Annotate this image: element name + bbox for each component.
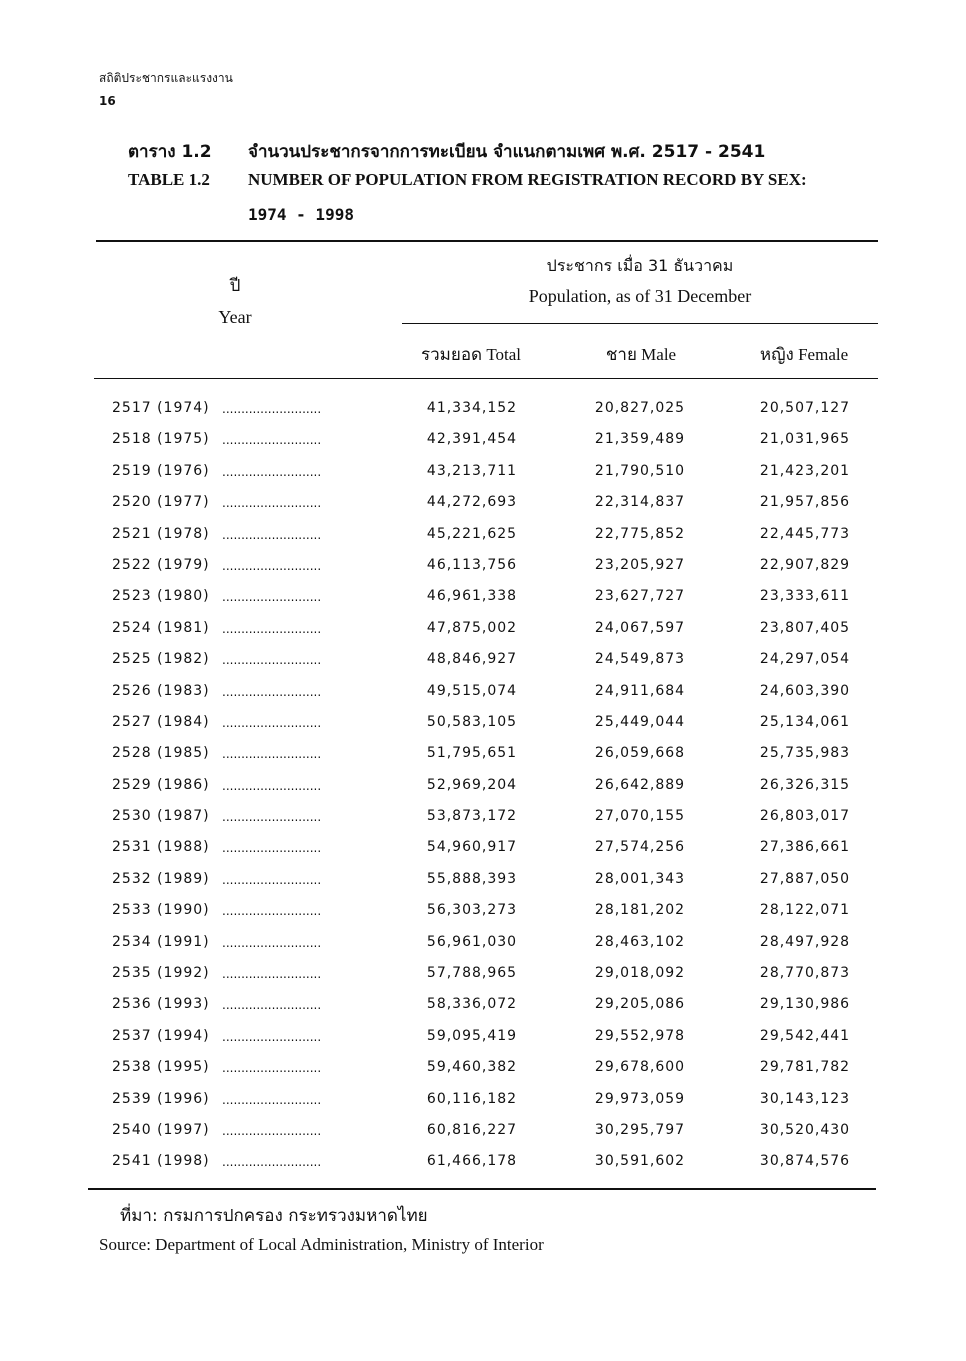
year-cell: 2519 (1976) xyxy=(112,462,210,479)
table-row xyxy=(0,706,966,737)
year-cell: 2524 (1981) xyxy=(112,619,210,636)
total-cell: 48,846,927 xyxy=(426,651,518,668)
table-row xyxy=(0,675,966,706)
total-cell: 59,460,382 xyxy=(426,1059,518,1076)
population-header-thai: ประชากร เมื่อ 31 ธันวาคม xyxy=(546,256,734,275)
female-cell: 26,326,315 xyxy=(759,776,851,793)
year-header-thai: ปี xyxy=(229,276,241,296)
year-cell: 2541 (1998) xyxy=(112,1153,210,1170)
year-cell: 2528 (1985) xyxy=(112,745,210,762)
total-cell: 55,888,393 xyxy=(426,870,518,887)
running-head: สถิติประชากรและแรงงาน xyxy=(99,71,233,85)
year-cell: 2535 (1992) xyxy=(112,965,210,982)
table-title-years: 1974 - 1998 xyxy=(248,205,354,224)
year-cell: 2517 (1974) xyxy=(112,400,210,416)
year-cell: 2526 (1983) xyxy=(112,682,210,699)
female-cell: 21,031,965 xyxy=(759,431,851,448)
male-cell: 28,463,102 xyxy=(594,933,686,950)
female-cell: 28,497,928 xyxy=(759,933,851,950)
table-title-english xyxy=(128,170,807,190)
male-cell: 28,001,343 xyxy=(594,870,686,887)
table-row xyxy=(0,988,966,1019)
total-cell: 60,816,227 xyxy=(426,1121,518,1138)
total-cell: 47,875,002 xyxy=(426,619,518,636)
dot-leader: .......................... xyxy=(222,967,322,982)
table-row xyxy=(0,769,966,800)
female-cell: 27,386,661 xyxy=(759,839,851,856)
table-row xyxy=(0,800,966,831)
table-title-thai xyxy=(128,138,765,165)
female-cell: 23,333,611 xyxy=(759,588,851,605)
male-cell: 27,574,256 xyxy=(594,839,686,856)
male-cell: 29,552,978 xyxy=(594,1027,686,1044)
male-cell: 29,205,086 xyxy=(594,996,686,1013)
dot-leader: .......................... xyxy=(222,1092,322,1107)
male-cell: 29,678,600 xyxy=(594,1059,686,1076)
year-cell: 2518 (1975) xyxy=(112,431,210,448)
female-cell: 25,134,061 xyxy=(759,713,851,730)
table-row xyxy=(0,1083,966,1114)
male-cell: 23,627,727 xyxy=(594,588,686,605)
dot-leader: .......................... xyxy=(222,904,322,919)
male-cell: 30,295,797 xyxy=(594,1121,686,1138)
dot-leader: .......................... xyxy=(222,810,322,825)
column-header-female: หญิง Female xyxy=(759,345,849,364)
female-cell: 29,130,986 xyxy=(759,996,851,1013)
male-cell: 24,067,597 xyxy=(594,619,686,636)
table-row xyxy=(0,894,966,925)
table-row xyxy=(0,612,966,643)
female-cell: 28,770,873 xyxy=(759,965,851,982)
female-cell: 22,907,829 xyxy=(759,556,851,573)
total-cell: 44,272,693 xyxy=(426,494,518,511)
table-row xyxy=(0,926,966,957)
dot-leader: .......................... xyxy=(222,527,322,542)
dot-leader: .......................... xyxy=(222,872,322,887)
dot-leader: .......................... xyxy=(222,621,322,636)
table-row xyxy=(0,957,966,988)
total-cell: 41,334,152 xyxy=(426,400,518,416)
table-row xyxy=(0,423,966,454)
total-cell: 54,960,917 xyxy=(426,839,518,856)
table-body xyxy=(0,392,966,1177)
dot-leader: .......................... xyxy=(222,402,322,416)
table-title-thai-text: จำนวนประชากรจากการทะเบียน จำแนกตามเพศ พ.ศ. 2517 - 2541 xyxy=(248,142,766,162)
female-cell: 27,887,050 xyxy=(759,870,851,887)
source-note-thai: ที่มา: กรมการปกครอง กระทรวงมหาดไทย xyxy=(120,1206,428,1226)
dot-leader: .......................... xyxy=(222,1061,322,1076)
female-cell: 26,803,017 xyxy=(759,808,851,825)
male-cell: 21,359,489 xyxy=(594,431,686,448)
total-cell: 51,795,651 xyxy=(426,745,518,762)
table-row xyxy=(0,486,966,517)
year-cell: 2527 (1984) xyxy=(112,713,210,730)
total-cell: 57,788,965 xyxy=(426,965,518,982)
total-cell: 49,515,074 xyxy=(426,682,518,699)
year-cell: 2520 (1977) xyxy=(112,494,210,511)
year-cell: 2529 (1986) xyxy=(112,776,210,793)
table-row xyxy=(0,737,966,768)
female-cell: 29,781,782 xyxy=(759,1059,851,1076)
table-row xyxy=(0,518,966,549)
year-cell: 2522 (1979) xyxy=(112,556,210,573)
female-cell: 25,735,983 xyxy=(759,745,851,762)
male-cell: 22,314,837 xyxy=(594,494,686,511)
male-cell: 24,549,873 xyxy=(594,651,686,668)
female-cell: 30,520,430 xyxy=(759,1121,851,1138)
male-cell: 20,827,025 xyxy=(594,400,686,416)
total-cell: 59,095,419 xyxy=(426,1027,518,1044)
year-cell: 2533 (1990) xyxy=(112,902,210,919)
female-cell: 21,957,856 xyxy=(759,494,851,511)
total-cell: 56,303,273 xyxy=(426,902,518,919)
total-cell: 50,583,105 xyxy=(426,713,518,730)
male-cell: 27,070,155 xyxy=(594,808,686,825)
dot-leader: .......................... xyxy=(222,1155,322,1170)
male-cell: 26,059,668 xyxy=(594,745,686,762)
table-row xyxy=(0,863,966,894)
total-cell: 58,336,072 xyxy=(426,996,518,1013)
male-cell: 29,973,059 xyxy=(594,1090,686,1107)
female-cell: 24,603,390 xyxy=(759,682,851,699)
header-bottom-rule xyxy=(94,378,878,379)
table-row xyxy=(0,1020,966,1051)
source-note-english: Source: Department of Local Administration, Ministry of Interior xyxy=(99,1235,544,1254)
female-cell: 20,507,127 xyxy=(759,400,851,416)
population-header-rule xyxy=(402,323,878,324)
table-row xyxy=(0,1114,966,1145)
dot-leader: .......................... xyxy=(222,747,322,762)
year-cell: 2540 (1997) xyxy=(112,1121,210,1138)
column-header-total: รวมยอด Total xyxy=(420,345,522,364)
table-row xyxy=(0,831,966,862)
table-row xyxy=(0,455,966,486)
total-cell: 46,961,338 xyxy=(426,588,518,605)
total-cell: 61,466,178 xyxy=(426,1153,518,1170)
dot-leader: .......................... xyxy=(222,558,322,573)
total-cell: 52,969,204 xyxy=(426,776,518,793)
total-cell: 56,961,030 xyxy=(426,933,518,950)
year-cell: 2525 (1982) xyxy=(112,651,210,668)
male-cell: 28,181,202 xyxy=(594,902,686,919)
dot-leader: .......................... xyxy=(222,590,322,605)
year-cell: 2521 (1978) xyxy=(112,525,210,542)
female-cell: 30,874,576 xyxy=(759,1153,851,1170)
male-cell: 21,790,510 xyxy=(594,462,686,479)
year-cell: 2530 (1987) xyxy=(112,808,210,825)
year-cell: 2534 (1991) xyxy=(112,933,210,950)
male-cell: 23,205,927 xyxy=(594,556,686,573)
dot-leader: .......................... xyxy=(222,1123,322,1138)
dot-leader: .......................... xyxy=(222,778,322,793)
male-cell: 26,642,889 xyxy=(594,776,686,793)
dot-leader: .......................... xyxy=(222,653,322,668)
male-cell: 29,018,092 xyxy=(594,965,686,982)
total-cell: 53,873,172 xyxy=(426,808,518,825)
female-cell: 22,445,773 xyxy=(759,525,851,542)
table-title-english-text: NUMBER OF POPULATION FROM REGISTRATION RECORD BY SEX: xyxy=(248,170,807,189)
total-cell: 45,221,625 xyxy=(426,525,518,542)
year-cell: 2536 (1993) xyxy=(112,996,210,1013)
female-cell: 24,297,054 xyxy=(759,651,851,668)
table-row xyxy=(0,643,966,674)
dot-leader: .......................... xyxy=(222,998,322,1013)
table-bottom-rule xyxy=(88,1188,876,1190)
page-number: 16 xyxy=(99,94,116,108)
dot-leader: .......................... xyxy=(222,433,322,448)
female-cell: 28,122,071 xyxy=(759,902,851,919)
year-cell: 2538 (1995) xyxy=(112,1059,210,1076)
male-cell: 24,911,684 xyxy=(594,682,686,699)
female-cell: 30,143,123 xyxy=(759,1090,851,1107)
table-top-rule xyxy=(96,240,878,242)
year-cell: 2531 (1988) xyxy=(112,839,210,856)
male-cell: 25,449,044 xyxy=(594,713,686,730)
year-cell: 2523 (1980) xyxy=(112,588,210,605)
female-cell: 21,423,201 xyxy=(759,462,851,479)
female-cell: 23,807,405 xyxy=(759,619,851,636)
male-cell: 22,775,852 xyxy=(594,525,686,542)
dot-leader: .......................... xyxy=(222,496,322,511)
female-cell: 29,542,441 xyxy=(759,1027,851,1044)
table-row xyxy=(0,1051,966,1082)
year-cell: 2532 (1989) xyxy=(112,870,210,887)
total-cell: 42,391,454 xyxy=(426,431,518,448)
table-row xyxy=(0,549,966,580)
dot-leader: .......................... xyxy=(222,715,322,730)
total-cell: 43,213,711 xyxy=(426,462,518,479)
table-row xyxy=(0,392,966,423)
year-cell: 2539 (1996) xyxy=(112,1090,210,1107)
year-cell: 2537 (1994) xyxy=(112,1027,210,1044)
total-cell: 60,116,182 xyxy=(426,1090,518,1107)
male-cell: 30,591,602 xyxy=(594,1153,686,1170)
dot-leader: .......................... xyxy=(222,684,322,699)
year-header-english: Year xyxy=(218,307,252,327)
table-label-thai: ตาราง 1.2 xyxy=(128,142,212,162)
dot-leader: .......................... xyxy=(222,841,322,856)
column-header-male: ชาย Male xyxy=(605,345,677,364)
table-row xyxy=(0,580,966,611)
total-cell: 46,113,756 xyxy=(426,556,518,573)
dot-leader: .......................... xyxy=(222,935,322,950)
dot-leader: .......................... xyxy=(222,1029,322,1044)
population-header-english: Population, as of 31 December xyxy=(528,286,752,306)
dot-leader: .......................... xyxy=(222,464,322,479)
table-label-english: TABLE 1.2 xyxy=(128,170,210,189)
table-row xyxy=(0,1145,966,1176)
